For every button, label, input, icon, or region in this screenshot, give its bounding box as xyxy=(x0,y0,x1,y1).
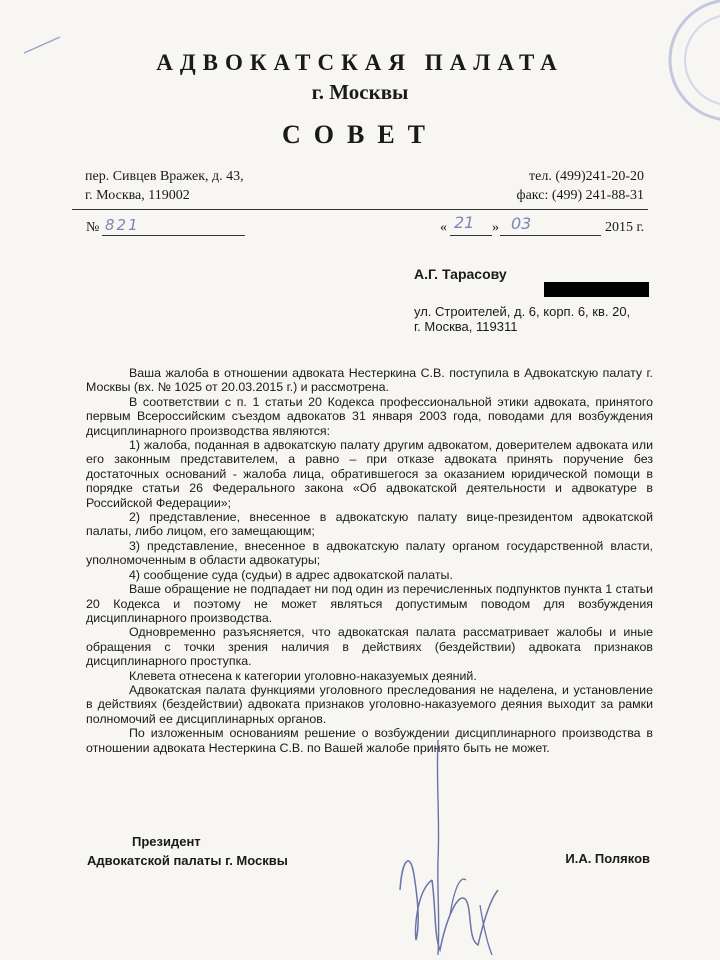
body-paragraph: Адвокатская палата функциями уголовного преследования не наделена, и установление в действиях (бездействии) адвоката признаков уголовно-наказуемого деяния выходит за рамки полномочий ее дисциплинарных органов. xyxy=(86,682,653,726)
phone: тел. (499)241-20-20 xyxy=(529,169,644,184)
body-paragraph: 3) представление, внесенное в адвокатскую палату органом государственной власти, уполномоченным в области адвокатуры; xyxy=(86,538,653,568)
letter-body xyxy=(86,366,653,755)
recipient-address xyxy=(414,304,630,334)
body-paragraph: Клевета отнесена к категории уголовно-наказуемых деяний. xyxy=(129,668,477,683)
fax: факс: (499) 241-88-31 xyxy=(516,188,644,203)
reg-number-value: 821 xyxy=(105,216,140,234)
org-title: АДВОКАТСКАЯ ПАЛАТА xyxy=(156,50,564,75)
body-paragraph: Одновременно разъясняется, что адвокатская палата рассматривает жалобы и иные обращения с точки зрения наличия в действиях (бездействии) адвоката признаков дисциплинарного проступка. xyxy=(86,625,653,669)
body-paragraph: Ваше обращение не подпадает ни под один из перечисленных подпунктов пункта 1 статьи 20 Кодекса и поэтому не может являться допустимым поводом для возбуждения дисциплинарного производства. xyxy=(86,582,653,625)
body-paragraph: По изложенным основаниям решение о возбуждении дисциплинарного производства в отношении адвоката Нестеркина С.В. по Вашей жалобе принято быть не может. xyxy=(86,726,653,755)
address-line: г. Москва, 119002 xyxy=(85,188,190,203)
header-divider xyxy=(72,209,648,210)
body-paragraph: 2) представление, внесенное в адвокатскую палату вице-президентом адвокатской палаты, либо лицом, его замещающим; xyxy=(86,510,653,539)
org-city: г. Москвы xyxy=(311,80,409,104)
handwritten-signature-icon xyxy=(380,740,530,960)
body-paragraph: 4) сообщение суда (судьи) в адрес адвокатской палаты. xyxy=(129,567,453,582)
address-line: пер. Сивцев Вражек, д. 43, xyxy=(85,169,244,184)
sender-address xyxy=(85,167,244,205)
date-month-line xyxy=(500,235,601,236)
reg-number-line xyxy=(102,235,245,236)
date-day-line xyxy=(450,235,492,236)
date-year: 2015 г. xyxy=(605,220,645,235)
signatory-name: И.А. Поляков xyxy=(565,851,650,866)
signatory-title-line: Адвокатской палаты г. Москвы xyxy=(87,853,288,868)
date-month: 03 xyxy=(511,214,532,233)
body-paragraph: Ваша жалоба в отношении адвоката Нестеркина С.В. поступила в Адвокатскую палату г. Москвы (вх. № 1025 от 20.03.2015 г.) и рассмотрена. xyxy=(86,366,653,395)
recipient-name: А.Г. Тарасову xyxy=(414,266,507,282)
recipient-address-line: ул. Строителей, д. 6, корп. 6, кв. 20, xyxy=(414,304,631,319)
recipient-address-line: г. Москва, 119311 xyxy=(414,319,518,334)
council-title: СОВЕТ xyxy=(281,120,439,149)
body-paragraph: 1) жалоба, поданная в адвокатскую палату другим адвокатом, доверителем адвоката или его законным представителем, а равно – при отказе адвоката принять поручение без достаточных оснований - жалоба лица, обратившегося за оказанием юридической помощи в порядке статьи 26 Федерального закона «Об адвокатской деятельности и адвокатуре в Российской Федерации»; xyxy=(86,438,653,510)
body-paragraph: В соответствии с п. 1 статьи 20 Кодекса профессиональной этики адвоката, принятого первым Всероссийским съездом адвокатов 31 января 2003 года, поводами для возбуждения дисциплинарного производства являются: xyxy=(86,394,653,438)
signatory-title-line: Президент xyxy=(132,834,201,849)
reg-number-label: № xyxy=(86,220,100,235)
signatory-title xyxy=(87,832,288,870)
date-day: 21 xyxy=(454,213,475,232)
date-close-quote: » xyxy=(492,220,499,235)
redaction-bar xyxy=(544,282,649,297)
date-open-quote: « xyxy=(440,220,447,235)
sender-contacts xyxy=(517,167,645,205)
